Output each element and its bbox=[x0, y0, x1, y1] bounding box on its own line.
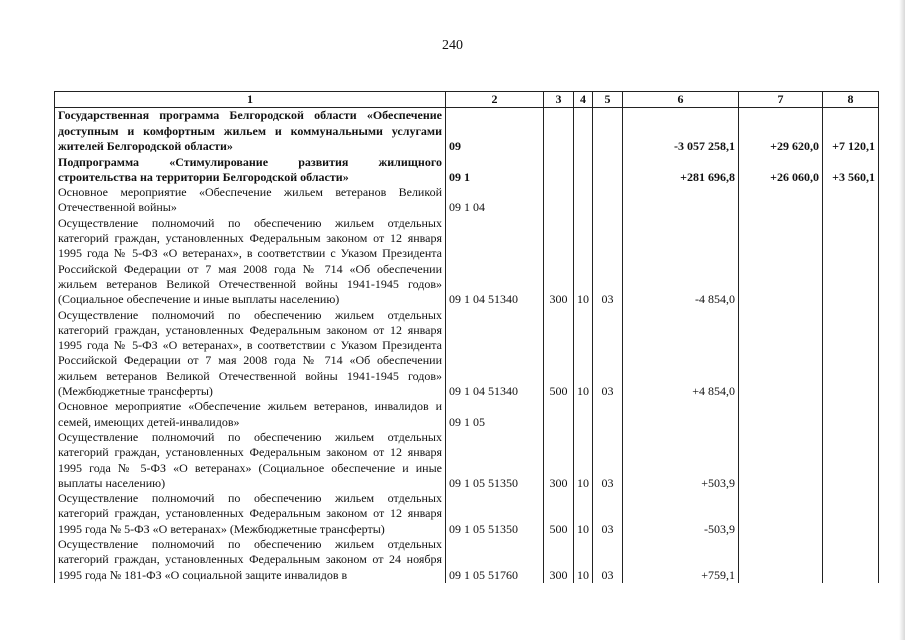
row-col-8 bbox=[823, 430, 879, 491]
row-col-3: 300 bbox=[544, 430, 574, 491]
row-col-8 bbox=[823, 491, 879, 537]
column-header: 8 bbox=[823, 92, 879, 108]
table-row bbox=[55, 308, 879, 400]
row-name: Подпрограмма «Стимулирование развития жилищного строительства на территории Белгородской области» bbox=[55, 154, 446, 185]
scan-edge-shadow bbox=[899, 0, 905, 640]
row-col-6: +503,9 bbox=[623, 430, 739, 491]
table-row bbox=[55, 491, 879, 537]
row-col-7 bbox=[739, 491, 823, 537]
row-name: Осуществление полномочий по обеспечению жильем отдельных категорий граждан, установленных Федеральным законом от 12 января 1995 года № 5-ФЗ «О ветеранах», в соответствии с Указом Президента Российской Федерации от 7 мая 2008 года № 714 «Об обеспечении жильем ветеранов Великой Отечественной войны 1941-1945 годов» (Межбюджетные трансферты) bbox=[55, 308, 446, 400]
row-col-7: +26 060,0 bbox=[739, 154, 823, 185]
row-col-8 bbox=[823, 308, 879, 400]
row-col-7 bbox=[739, 185, 823, 216]
row-col-8: +3 560,1 bbox=[823, 154, 879, 185]
row-col-7: +29 620,0 bbox=[739, 108, 823, 154]
row-name: Осуществление полномочий по обеспечению жильем отдельных категорий граждан, установленных Федеральным законом от 12 января 1995 года № 5-ФЗ «О ветеранах» (Межбюджетные трансферты) bbox=[55, 491, 446, 537]
row-col-5 bbox=[593, 399, 623, 430]
row-code: 09 1 05 51350 bbox=[446, 491, 544, 537]
table-header-row bbox=[55, 92, 879, 108]
table-row bbox=[55, 185, 879, 216]
column-header: 2 bbox=[446, 92, 544, 108]
table-row bbox=[55, 399, 879, 430]
row-col-8 bbox=[823, 185, 879, 216]
row-col-8: +7 120,1 bbox=[823, 108, 879, 154]
row-col-6: -3 057 258,1 bbox=[623, 108, 739, 154]
row-col-7 bbox=[739, 399, 823, 430]
row-col-3: 500 bbox=[544, 308, 574, 400]
row-name: Осуществление полномочий по обеспечению жильем отдельных категорий граждан, установленных Федеральным законом от 24 ноября 1995 года № 181-ФЗ «О социальной защите инвалидов в bbox=[55, 537, 446, 583]
row-col-6: -4 854,0 bbox=[623, 216, 739, 308]
row-col-4: 10 bbox=[574, 491, 593, 537]
row-name: Осуществление полномочий по обеспечению жильем отдельных категорий граждан, установленных Федеральным законом от 12 января 1995 года № 5-ФЗ «О ветеранах», в соответствии с Указом Президента Российской Федерации от 7 мая 2008 года № 714 «Об обеспечении жильем ветеранов Великой Отечественной войны 1941-1945 годов» (Социальное обеспечение и иные выплаты населению) bbox=[55, 216, 446, 308]
row-col-5: 03 bbox=[593, 491, 623, 537]
row-col-4: 10 bbox=[574, 537, 593, 583]
row-col-3: 300 bbox=[544, 216, 574, 308]
row-col-4: 10 bbox=[574, 216, 593, 308]
row-col-6: +281 696,8 bbox=[623, 154, 739, 185]
row-code: 09 1 05 51760 bbox=[446, 537, 544, 583]
row-col-7 bbox=[739, 308, 823, 400]
row-col-4: 10 bbox=[574, 308, 593, 400]
row-col-5: 03 bbox=[593, 537, 623, 583]
row-name: Основное мероприятие «Обеспечение жильем ветеранов, инвалидов и семей, имеющих детей-инвалидов» bbox=[55, 399, 446, 430]
row-col-3 bbox=[544, 399, 574, 430]
row-col-4 bbox=[574, 108, 593, 154]
row-col-4 bbox=[574, 154, 593, 185]
row-col-5: 03 bbox=[593, 430, 623, 491]
row-col-5 bbox=[593, 185, 623, 216]
row-code: 09 1 04 bbox=[446, 185, 544, 216]
row-code: 09 bbox=[446, 108, 544, 154]
column-header: 4 bbox=[574, 92, 593, 108]
row-col-3 bbox=[544, 185, 574, 216]
column-header: 5 bbox=[593, 92, 623, 108]
row-col-7 bbox=[739, 537, 823, 583]
row-col-3 bbox=[544, 108, 574, 154]
row-col-6 bbox=[623, 185, 739, 216]
column-header: 3 bbox=[544, 92, 574, 108]
row-col-3 bbox=[544, 154, 574, 185]
row-col-6: +759,1 bbox=[623, 537, 739, 583]
table-row bbox=[55, 108, 879, 154]
row-col-6 bbox=[623, 399, 739, 430]
row-code: 09 1 04 51340 bbox=[446, 216, 544, 308]
row-col-4 bbox=[574, 399, 593, 430]
row-col-5: 03 bbox=[593, 308, 623, 400]
row-col-6: -503,9 bbox=[623, 491, 739, 537]
table-row bbox=[55, 430, 879, 491]
row-col-5 bbox=[593, 108, 623, 154]
row-col-7 bbox=[739, 430, 823, 491]
table-row bbox=[55, 154, 879, 185]
row-col-6: +4 854,0 bbox=[623, 308, 739, 400]
column-header: 7 bbox=[739, 92, 823, 108]
row-code: 09 1 05 51350 bbox=[446, 430, 544, 491]
table-row bbox=[55, 537, 879, 583]
row-col-8 bbox=[823, 537, 879, 583]
row-col-8 bbox=[823, 399, 879, 430]
row-name: Государственная программа Белгородской области «Обеспечение доступным и комфортным жильем и коммунальными услугами жителей Белгородской области» bbox=[55, 108, 446, 154]
row-col-3: 300 bbox=[544, 537, 574, 583]
row-col-7 bbox=[739, 216, 823, 308]
row-col-5: 03 bbox=[593, 216, 623, 308]
row-name: Основное мероприятие «Обеспечение жильем ветеранов Великой Отечественной войны» bbox=[55, 185, 446, 216]
budget-table bbox=[54, 91, 879, 583]
row-col-8 bbox=[823, 216, 879, 308]
row-code: 09 1 bbox=[446, 154, 544, 185]
row-name: Осуществление полномочий по обеспечению жильем отдельных категорий граждан, установленных Федеральным законом от 12 января 1995 года № 5-ФЗ «О ветеранах» (Социальное обеспечение и иные выплаты населению) bbox=[55, 430, 446, 491]
column-header: 6 bbox=[623, 92, 739, 108]
row-col-3: 500 bbox=[544, 491, 574, 537]
page-number: 240 bbox=[442, 38, 463, 53]
column-header: 1 bbox=[55, 92, 446, 108]
table-row bbox=[55, 216, 879, 308]
row-col-4: 10 bbox=[574, 430, 593, 491]
row-col-4 bbox=[574, 185, 593, 216]
row-code: 09 1 05 bbox=[446, 399, 544, 430]
row-code: 09 1 04 51340 bbox=[446, 308, 544, 400]
row-col-5 bbox=[593, 154, 623, 185]
